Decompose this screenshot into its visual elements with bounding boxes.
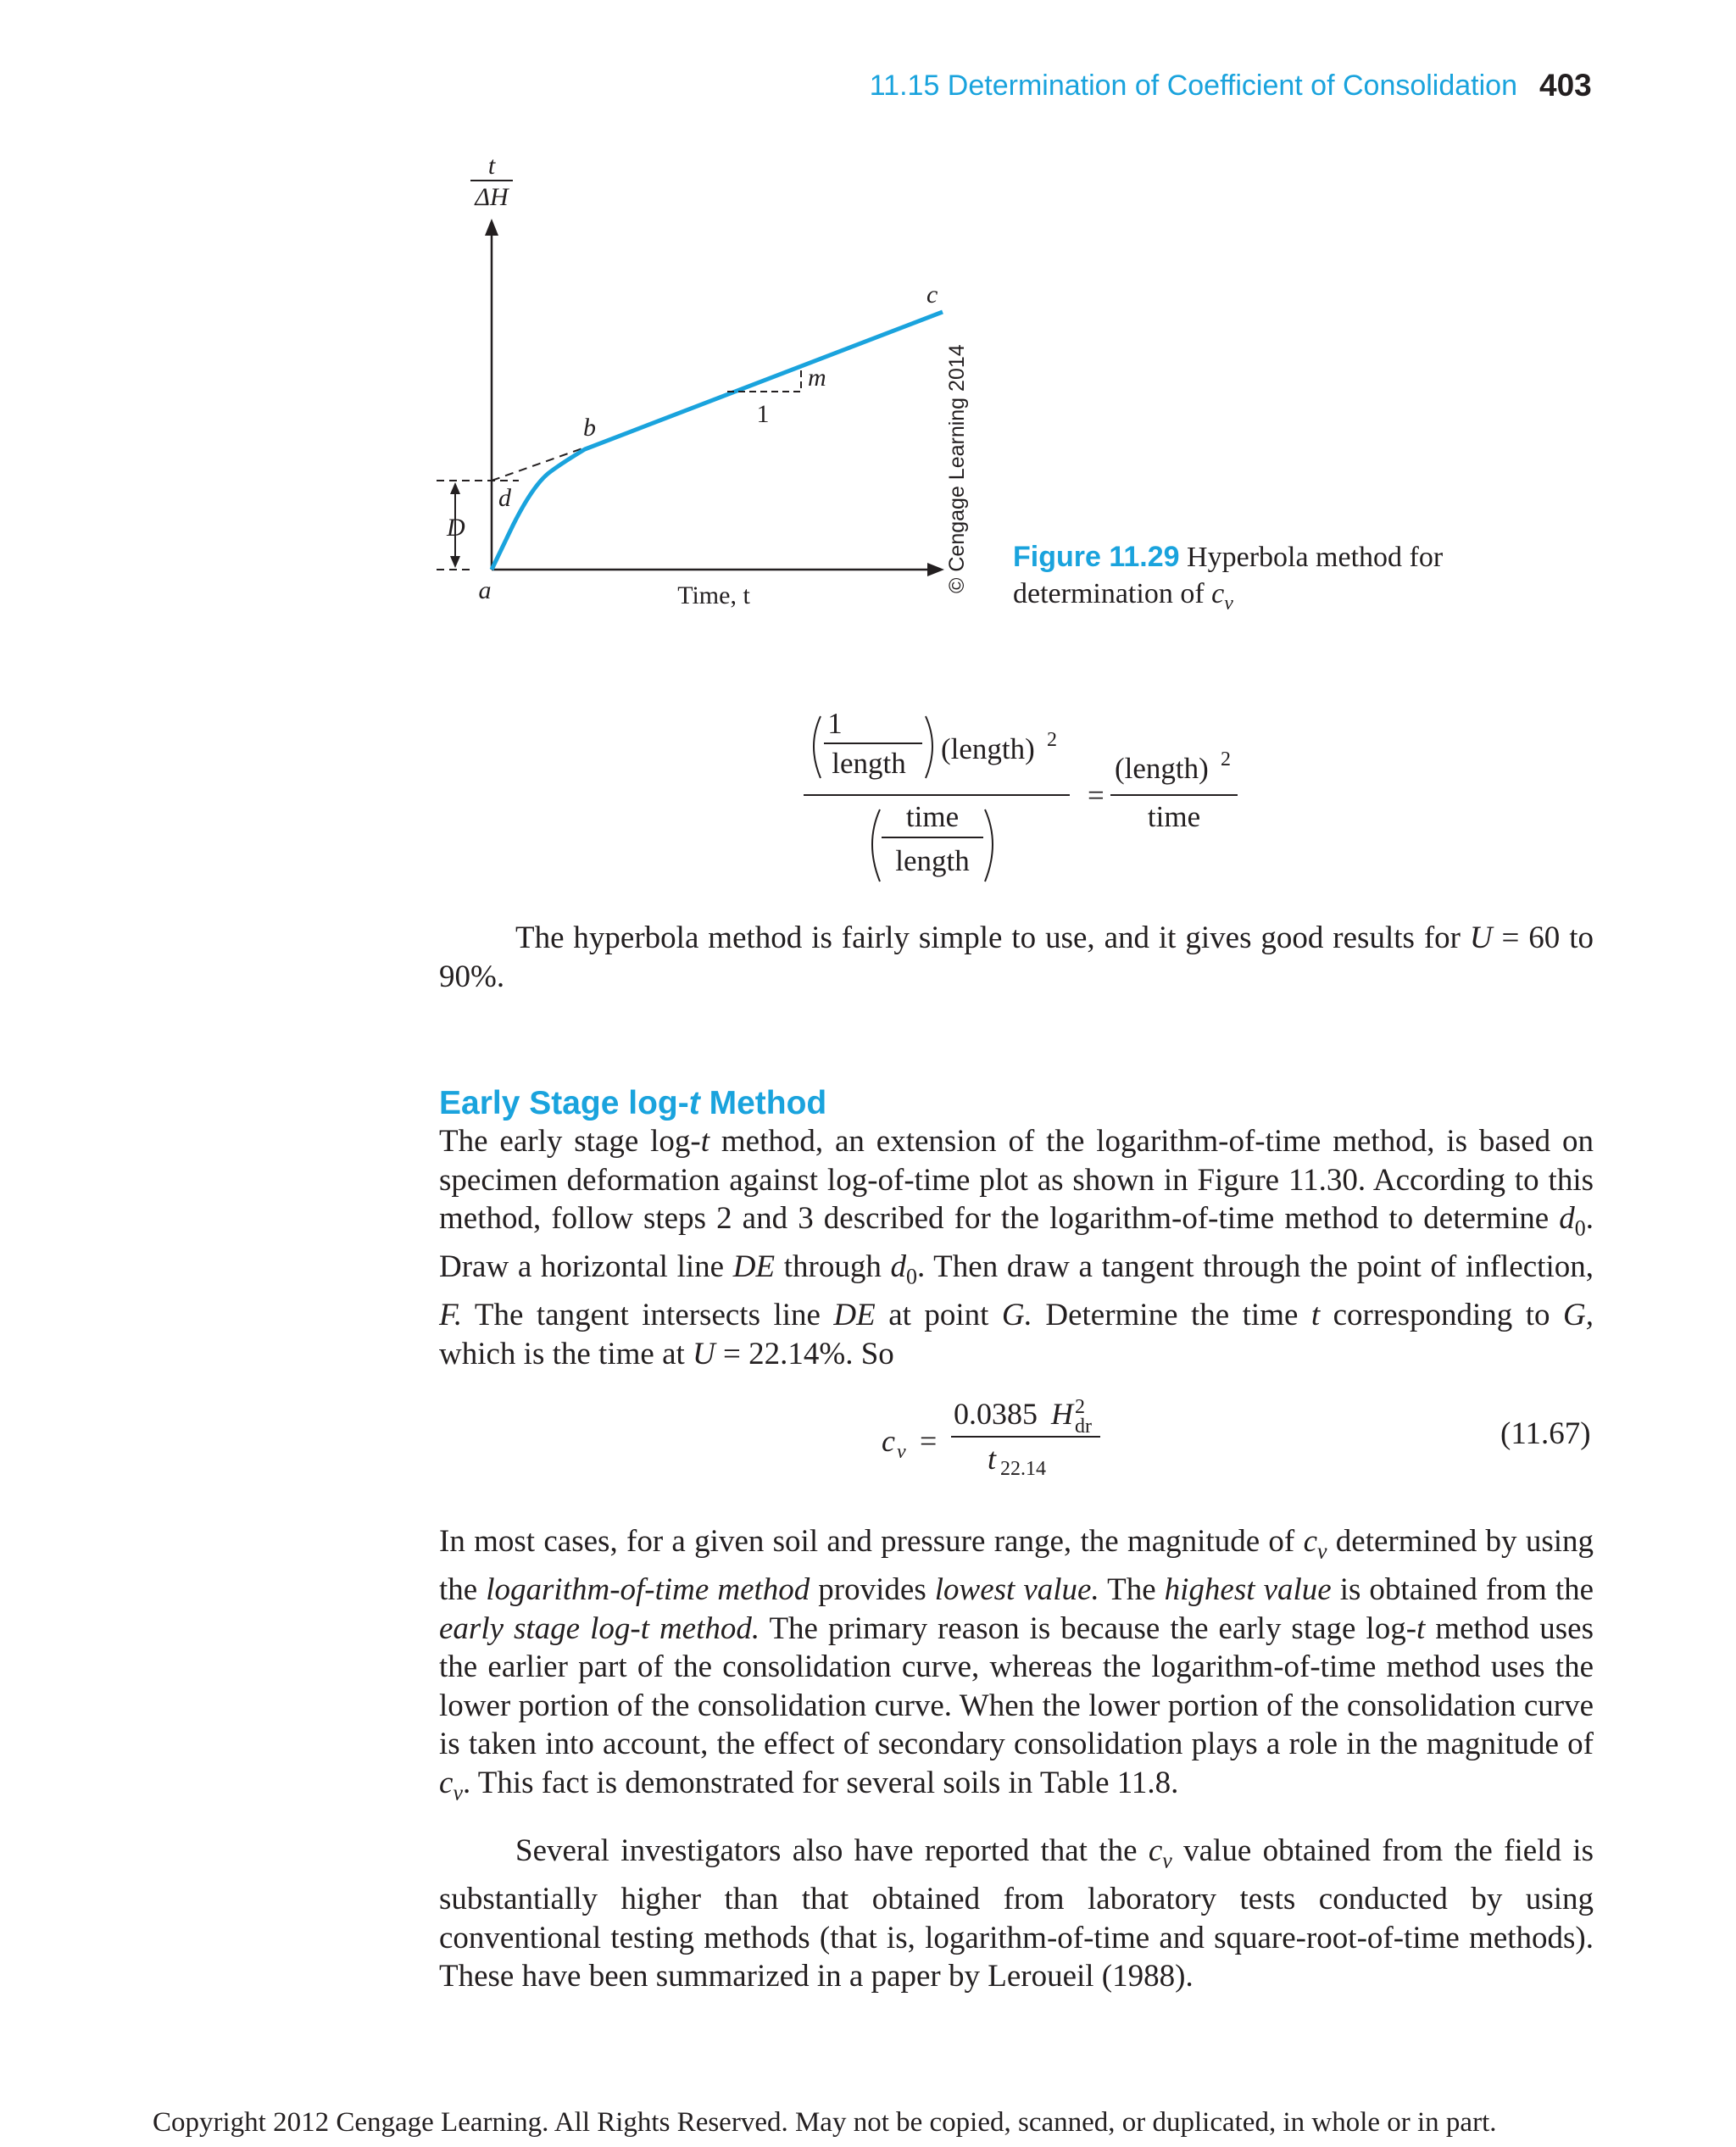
eq2-H-sub: dr: [1075, 1416, 1092, 1438]
hyperbola-curve: [492, 312, 943, 570]
figure-label: Figure 11.29: [1013, 541, 1180, 573]
slope-1-label: 1: [756, 400, 770, 428]
x-axis-label: Time, t: [677, 581, 750, 609]
eq-paren-right: [926, 716, 932, 778]
eq-time-2: time: [1147, 800, 1201, 833]
eq-length-1: length: [832, 747, 906, 780]
eq-sq-exp-2: 2: [1221, 748, 1231, 770]
D-arrow-bottom: [450, 556, 460, 568]
eq2-cv: c: [882, 1424, 895, 1458]
eq-equals: =: [1088, 779, 1104, 812]
running-header-title: 11.15 Determination of Coefficient of Consolidation: [869, 70, 1517, 102]
paragraph-early-stage-method: The early stage log-t method, an extension of the logarithm-of-time method, is based on specimen deformation against log-of-time plot as shown in Figure 11.30. According to this method, follow steps 2 and 3 described for the logarithm-of-time method to determine $d_0$. Draw a horizontal line DE through $d_0$. Then draw a tangent through the point of inflection, F. The tangent intersects line DE at point G. Determine the time t corresponding to G, which is the time at U = 22.14%. So: [439, 1124, 1594, 1371]
equation-11-67: [865, 1390, 1144, 1492]
eq2-numerator: 0.0385: [954, 1397, 1038, 1431]
section-heading: Early Stage log-t Method: [439, 1085, 827, 1121]
caption-sub: v: [1224, 592, 1233, 615]
eq2-t-sub: 22.14: [1000, 1458, 1046, 1480]
eq-length-sq: (length): [941, 732, 1035, 765]
paragraph-field-values: Several investigators also have reported that the $c_v$ value obtained from the field is substantially higher than that obtained from laboratory tests conducted by using conventional testing methods (that is, logarithm-of-time and square-root-of-time methods). These have been summarized in a paper by Leroueil (1988).: [439, 1833, 1594, 1994]
caption-text-1: Hyperbola method for: [1179, 542, 1444, 573]
eq-length-2: length: [895, 844, 970, 877]
page-number: 403: [1539, 68, 1592, 103]
point-c-label: c: [926, 281, 938, 309]
point-b-label: b: [583, 414, 596, 442]
eq-paren-left-2: [872, 809, 880, 882]
hyperbola-figure: [424, 144, 1017, 636]
y-axis-arrow: [485, 219, 498, 236]
eq-paren-right-2: [985, 809, 993, 882]
paragraph-method-comparison: In most cases, for a given soil and pressure range, the magnitude of $c_v$ determined by using the logarithm-of-time method provides lowest value. The highest value is obtained from the early stage log-t method. The primary reason is because the early stage log-t method uses the earlier part of the consolidation curve, whereas the logarithm-of-time method uses the lower portion of the consolidation curve. When the lower portion of the consolidation curve is taken into account, the effect of secondary consolidation plays a role in the magnitude of $c_v$. This fact is demonstrated for several soils in Table 11.8.: [439, 1524, 1594, 1805]
eq2-cv-sub: v: [897, 1441, 906, 1463]
eq-length-sq-2: (length): [1115, 752, 1209, 785]
point-d-label: d: [498, 484, 511, 512]
eq2-t: t: [988, 1442, 997, 1476]
eq-time-1: time: [905, 800, 960, 833]
caption-symbol: c: [1211, 578, 1225, 609]
y-axis-label-denominator: ΔH: [475, 183, 509, 211]
D-arrow-top: [450, 482, 460, 494]
figure-credit: © Cengage Learning 2014: [945, 344, 969, 593]
dimension-equation: [797, 695, 1271, 898]
caption-text-2: determination of: [1013, 578, 1212, 609]
eq-sq-exp-1: 2: [1047, 729, 1057, 751]
slope-m-label: m: [808, 364, 826, 392]
eq2-H: H: [1051, 1397, 1073, 1431]
eq2-H-sup: 2: [1075, 1396, 1085, 1418]
point-a-label: a: [478, 576, 492, 604]
figure-caption: [1013, 539, 1488, 622]
extrapolated-dashed-line: [492, 448, 585, 481]
paragraph-hyperbola-summary: The hyperbola method is fairly simple to use, and it gives good results for U = 60 to 90%.: [439, 921, 1594, 994]
equation-number: (11.67): [1500, 1416, 1591, 1451]
eq2-equals: =: [920, 1424, 938, 1458]
eq-one: 1: [827, 707, 843, 740]
eq-paren-left: [814, 716, 821, 778]
copyright-footer: Copyright 2012 Cengage Learning. All Rights Reserved. May not be copied, scanned, or duplicated, in whole or in part.: [153, 2107, 1497, 2138]
x-axis-arrow: [927, 563, 944, 576]
y-axis-label-numerator: t: [487, 152, 496, 180]
D-label: D: [447, 514, 465, 542]
